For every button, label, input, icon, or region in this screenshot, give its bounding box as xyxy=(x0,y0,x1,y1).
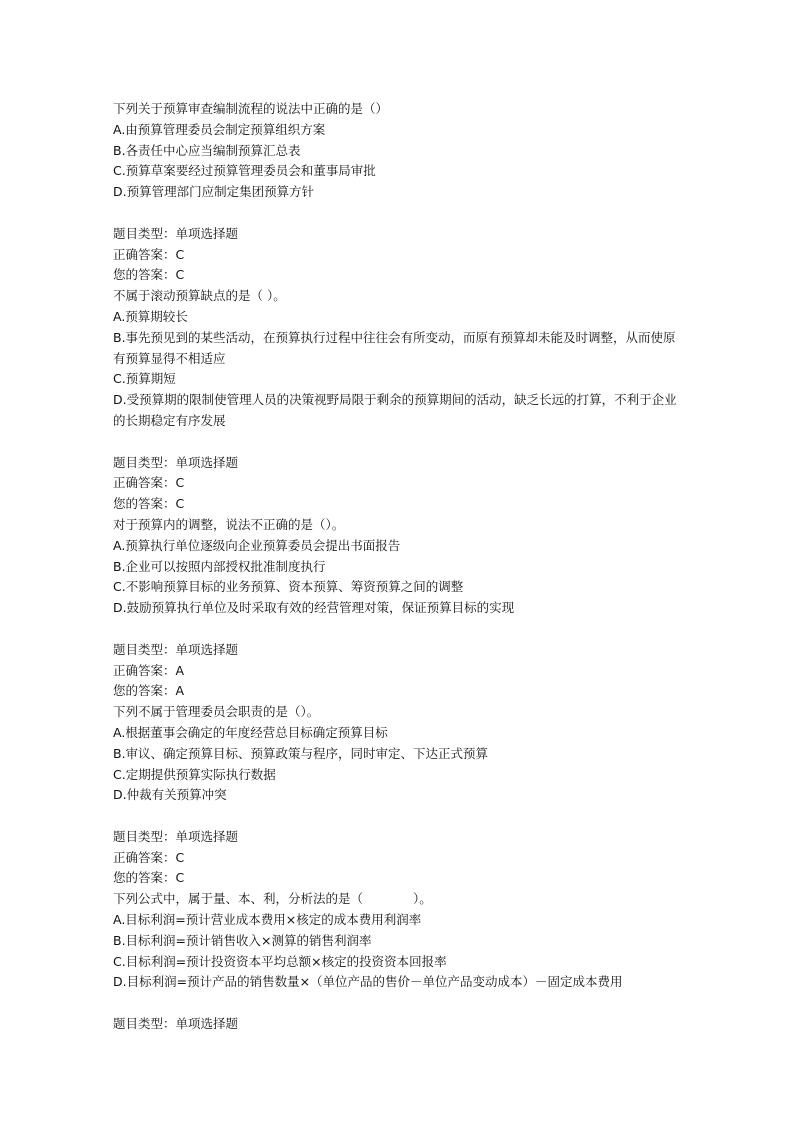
question-3-option-d: D.鼓励预算执行单位及时采取有效的经营管理对策，保证预算目标的实现 xyxy=(113,600,515,616)
question-5-stem: 下列公式中，属于量、本、利，分析法的是（ ）。 xyxy=(113,891,432,907)
question-5-option-b: B.目标利润=预计销售收入×测算的销售利润率 xyxy=(113,932,372,948)
question-3-type: 题目类型：单项选择题 xyxy=(113,641,239,657)
question-1-option-b: B.各责任中心应当编制预算汇总表 xyxy=(113,142,301,158)
question-5-option-d: D.目标利润=预计产品的销售数量×（单位产品的售价－单位产品变动成本）－固定成本费用 xyxy=(113,974,623,990)
question-1-type: 题目类型：单项选择题 xyxy=(113,225,239,241)
question-3-option-a: A.预算执行单位逐级向企业预算委员会提出书面报告 xyxy=(113,537,401,553)
question-2-option-b: B.事先预见到的某些活动，在预算执行过程中往往会有所变动，而原有预算却未能及时调整，从而使原有预算显得不相适应 xyxy=(113,329,676,366)
question-2-type: 题目类型：单项选择题 xyxy=(113,454,239,470)
question-4-stem: 下列不属于管理委员会职责的是（）。 xyxy=(113,704,320,720)
question-5-option-a: A.目标利润=预计营业成本费用×核定的成本费用利润率 xyxy=(113,912,422,928)
question-3-option-b: B.企业可以按照内部授权批准制度执行 xyxy=(113,558,326,574)
question-4-option-a: A.根据董事会确定的年度经营总目标确定预算目标 xyxy=(113,724,388,740)
question-1-option-c: C.预算草案要经过预算管理委员会和董事局审批 xyxy=(113,163,376,179)
spacer xyxy=(113,203,685,224)
spacer xyxy=(113,806,685,827)
question-3-correct-answer: 正确答案：A xyxy=(113,662,185,678)
question-3-stem: 对于预算内的调整，说法不正确的是（）。 xyxy=(113,516,345,532)
question-3-option-c: C.不影响预算目标的业务预算、资本预算、筹资预算之间的调整 xyxy=(113,579,464,595)
question-4-your-answer: 您的答案：C xyxy=(113,870,185,886)
question-5-option-c: C.目标利润=预计投资资本平均总额×核定的投资资本回报率 xyxy=(113,953,447,969)
question-1-correct-answer: 正确答案：C xyxy=(113,246,185,262)
question-1-stem: 下列关于预算审查编制流程的说法中正确的是（） xyxy=(113,101,389,116)
spacer xyxy=(113,432,685,453)
question-2-your-answer: 您的答案：C xyxy=(113,496,185,512)
question-1-option-d: D.预算管理部门应制定集团预算方针 xyxy=(113,184,315,200)
question-4-option-d: D.仲裁有关预算冲突 xyxy=(113,787,227,803)
question-2-option-d: D.受预算期的限制使管理人员的决策视野局限于剩余的预算期间的活动，缺乏长远的打算，不利于企业的长期稳定有序发展 xyxy=(113,392,677,428)
question-4-option-c: C.定期提供预算实际执行数据 xyxy=(113,766,276,782)
spacer xyxy=(113,993,685,1014)
question-5-type: 题目类型：单项选择题 xyxy=(113,1016,239,1032)
question-4-option-b: B.审议、确定预算目标、预算政策与程序，同时审定、下达正式预算 xyxy=(113,745,489,761)
question-2-option-a: A.预算期较长 xyxy=(113,308,188,324)
question-4-type: 题目类型：单项选择题 xyxy=(113,828,239,844)
question-1-option-a: A.由预算管理委员会制定预算组织方案 xyxy=(113,121,326,137)
question-4-correct-answer: 正确答案：C xyxy=(113,849,185,865)
question-1-your-answer: 您的答案：C xyxy=(113,267,185,283)
question-2-correct-answer: 正确答案：C xyxy=(113,475,185,491)
question-2-option-c: C.预算期短 xyxy=(113,371,176,387)
spacer xyxy=(113,619,685,640)
document-page xyxy=(113,99,685,1035)
question-2-stem: 不属于滚动预算缺点的是（ ）。 xyxy=(113,288,286,304)
question-3-your-answer: 您的答案：A xyxy=(113,683,185,699)
